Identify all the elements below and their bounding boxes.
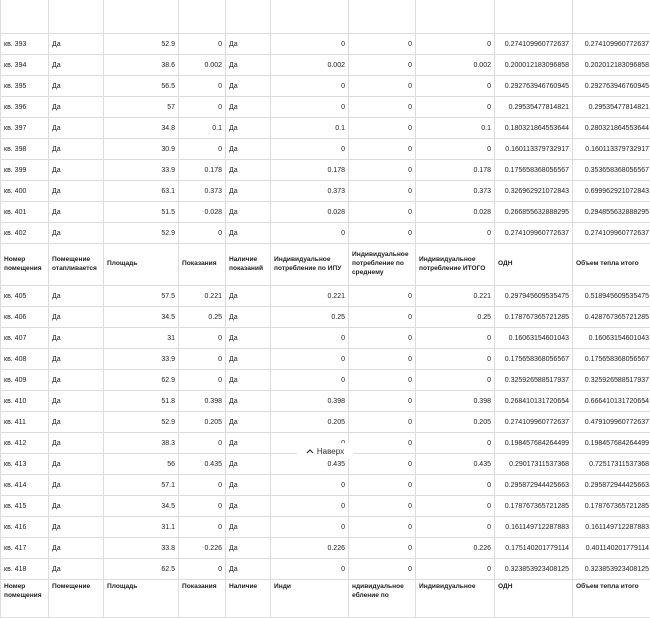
table-cell: Да — [226, 496, 271, 517]
table-cell: Да — [49, 412, 104, 433]
table-cell: 0 — [271, 139, 349, 160]
table-cell: 0 — [271, 349, 349, 370]
table-row — [1, 286, 650, 307]
table-cell: 63.1 — [104, 181, 179, 202]
table-cell: 0.292763946760945 — [495, 76, 573, 97]
table-row — [1, 328, 650, 349]
column-header: Объем тепла итого — [573, 244, 650, 286]
table-cell: 0.699962921072843 — [573, 181, 650, 202]
table-cell: Да — [49, 391, 104, 412]
table-cell: 0.002 — [179, 55, 226, 76]
table-cell: 57.5 — [104, 286, 179, 307]
table-cell: 0.221 — [271, 286, 349, 307]
table-cell: 0.1 — [416, 118, 495, 139]
table-row — [1, 496, 650, 517]
scroll-to-top-label: Наверх — [317, 447, 344, 456]
table-cell: 52.9 — [104, 223, 179, 244]
table-row — [1, 412, 650, 433]
table-cell: 0.25 — [179, 307, 226, 328]
table-cell: Да — [226, 370, 271, 391]
table-cell: 0 — [349, 181, 416, 202]
table-cell: Да — [226, 202, 271, 223]
table-cell: 0.72517311537368 — [573, 454, 650, 475]
table-cell: 0 — [349, 412, 416, 433]
table-row — [1, 223, 650, 244]
table-cell: Да — [226, 286, 271, 307]
table-cell: 0.175658368056567 — [573, 349, 650, 370]
table-cell: 31.1 — [104, 517, 179, 538]
table-cell: 0.178767365721285 — [495, 496, 573, 517]
table-cell: 0.175658368056567 — [495, 349, 573, 370]
table-cell: Да — [226, 223, 271, 244]
column-header: Объем тепла итого — [573, 580, 650, 618]
table-cell: 0 — [271, 370, 349, 391]
table-cell: 0.178 — [271, 160, 349, 181]
table-cell: 0.401140201779114 — [573, 538, 650, 559]
table-cell: 0 — [416, 97, 495, 118]
table-cell: 38.6 — [104, 55, 179, 76]
table-cell: Да — [49, 349, 104, 370]
table-cell: 0 — [271, 76, 349, 97]
table-row — [1, 475, 650, 496]
table-cell: Да — [49, 559, 104, 580]
column-header: Индивидуальное потребление по среднему — [349, 244, 416, 286]
table-row — [1, 559, 650, 580]
column-header: Наличие показаний — [226, 244, 271, 286]
table-row — [1, 370, 650, 391]
table-cell: 57.1 — [104, 475, 179, 496]
table-cell: 0.221 — [416, 286, 495, 307]
table-cell: 0.16063154601043 — [495, 328, 573, 349]
table-cell: 0.295872944425663 — [573, 475, 650, 496]
table-cell: кв. 411 — [1, 412, 49, 433]
table-cell: 0 — [349, 475, 416, 496]
table-cell: 34.8 — [104, 118, 179, 139]
table-cell: Да — [49, 160, 104, 181]
table-cell: кв. 408 — [1, 349, 49, 370]
table-cell: 0 — [416, 433, 495, 454]
table-cell: 0 — [349, 517, 416, 538]
table-cell: 0.202012183096858 — [573, 55, 650, 76]
table-row — [1, 139, 650, 160]
table-header-row-cropped — [1, 0, 650, 34]
table-cell: 0.295872944425663 — [495, 475, 573, 496]
table-cell: 0 — [271, 223, 349, 244]
table-cell: 0 — [349, 118, 416, 139]
table-cell: 51.8 — [104, 391, 179, 412]
table-cell: Да — [226, 433, 271, 454]
table-cell: 51.5 — [104, 202, 179, 223]
column-header: Показания — [179, 244, 226, 286]
table-cell: 0 — [349, 223, 416, 244]
table-cell: 0 — [349, 370, 416, 391]
table-cell: кв. 407 — [1, 328, 49, 349]
column-header: Индивидуальное потребление ИТОГО — [416, 244, 495, 286]
table-cell: 0 — [349, 496, 416, 517]
table-cell: Да — [49, 34, 104, 55]
table-cell: 0.268410131720654 — [495, 391, 573, 412]
table-cell: 0.178 — [416, 160, 495, 181]
table-cell: 0.435 — [416, 454, 495, 475]
column-header: ОДН — [495, 244, 573, 286]
table-cell: 38.3 — [104, 433, 179, 454]
table-cell: 0 — [179, 433, 226, 454]
table-cell: 0.325926588517937 — [495, 370, 573, 391]
table-cell: кв. 414 — [1, 475, 49, 496]
table-cell: 0.274109960772637 — [495, 223, 573, 244]
table-cell: кв. 418 — [1, 559, 49, 580]
table-cell: 56 — [104, 454, 179, 475]
table-cell: Да — [226, 97, 271, 118]
table-cell: 0.297945609535475 — [495, 286, 573, 307]
table-cell: 34.5 — [104, 496, 179, 517]
table-cell: кв. 398 — [1, 139, 49, 160]
table-cell: кв. 399 — [1, 160, 49, 181]
table-cell: 0.326962921072843 — [495, 181, 573, 202]
table-cell: Да — [226, 76, 271, 97]
table-cell: 0.29535477814821 — [573, 97, 650, 118]
table-cell: 0.29535477814821 — [495, 97, 573, 118]
table-cell: Да — [226, 307, 271, 328]
table-cell: 0 — [349, 34, 416, 55]
table-row — [1, 34, 650, 55]
table-cell: 0.198457684264499 — [573, 433, 650, 454]
table-cell: 0.274109960772637 — [495, 34, 573, 55]
table-cell: кв. 415 — [1, 496, 49, 517]
column-header: Индивидуальное потребление по ИПУ — [271, 244, 349, 286]
table-cell: 0.428767365721285 — [573, 307, 650, 328]
table-cell: 0.205 — [416, 412, 495, 433]
table-cell: Да — [226, 160, 271, 181]
table-cell: 0.398 — [271, 391, 349, 412]
column-header: Площадь — [104, 580, 179, 618]
table-cell: 0.266855632888295 — [495, 202, 573, 223]
column-header: Наличие — [226, 580, 271, 618]
table-cell: Да — [49, 139, 104, 160]
table-row — [1, 76, 650, 97]
table-cell: 0 — [416, 496, 495, 517]
table-row — [1, 517, 650, 538]
table-cell: 0 — [349, 433, 416, 454]
table-cell: 30.9 — [104, 139, 179, 160]
table-cell: 0 — [271, 559, 349, 580]
table-cell: 0 — [416, 559, 495, 580]
table-row — [1, 55, 650, 76]
table-row — [1, 349, 650, 370]
table-cell: кв. 413 — [1, 454, 49, 475]
table-cell: Да — [49, 370, 104, 391]
table-cell: 0.160113379732917 — [495, 139, 573, 160]
table-cell: 0 — [179, 349, 226, 370]
table-cell: Да — [226, 139, 271, 160]
table-cell: 62.9 — [104, 370, 179, 391]
table-cell: 0.028 — [179, 202, 226, 223]
table-cell: 33.8 — [104, 538, 179, 559]
table-cell: 0 — [179, 76, 226, 97]
table-cell: 0.398 — [416, 391, 495, 412]
table-cell: 0.1 — [179, 118, 226, 139]
table-cell: 0.002 — [271, 55, 349, 76]
table-cell: 0 — [416, 370, 495, 391]
table-cell: 0.294855632888295 — [573, 202, 650, 223]
table-cell: 0.274109960772637 — [573, 223, 650, 244]
table-cell: кв. 416 — [1, 517, 49, 538]
table-cell: Да — [226, 454, 271, 475]
table-cell: 0.028 — [416, 202, 495, 223]
table-cell: кв. 394 — [1, 55, 49, 76]
table-cell: Да — [49, 307, 104, 328]
table-cell: 0.002 — [416, 55, 495, 76]
table-cell: 0.373 — [271, 181, 349, 202]
table-cell: 52.9 — [104, 412, 179, 433]
table-cell: 0.323853923408125 — [495, 559, 573, 580]
table-cell: кв. 400 — [1, 181, 49, 202]
table-cell: кв. 405 — [1, 286, 49, 307]
table-cell: 0 — [416, 349, 495, 370]
table-cell: 0.205 — [271, 412, 349, 433]
table-cell: 0 — [349, 328, 416, 349]
table-cell: 34.5 — [104, 307, 179, 328]
table-cell: 0 — [349, 391, 416, 412]
table-cell: 0 — [179, 559, 226, 580]
table-cell: 0 — [179, 496, 226, 517]
table-cell: 0.226 — [416, 538, 495, 559]
table-cell: Да — [226, 559, 271, 580]
table-cell: 0 — [416, 76, 495, 97]
table-cell: 0 — [349, 76, 416, 97]
table-cell: Да — [226, 475, 271, 496]
table-cell: 0.161149712287883 — [573, 517, 650, 538]
table-cell: 0.666410131720654 — [573, 391, 650, 412]
table-cell: 0.435 — [271, 454, 349, 475]
table-cell: Да — [49, 97, 104, 118]
column-header: Площадь — [104, 244, 179, 286]
table-cell: Да — [226, 328, 271, 349]
table-cell: кв. 410 — [1, 391, 49, 412]
table-cell: кв. 402 — [1, 223, 49, 244]
table-cell: 0 — [349, 307, 416, 328]
table-cell: 33.9 — [104, 160, 179, 181]
table-cell: 0 — [179, 475, 226, 496]
column-header: Помещение отапливается — [49, 244, 104, 286]
table-cell: кв. 395 — [1, 76, 49, 97]
table-cell: Да — [226, 34, 271, 55]
table-row — [1, 538, 650, 559]
table-cell: Да — [226, 391, 271, 412]
table-cell: 0.178767365721285 — [573, 496, 650, 517]
table-cell: 0.280321864553644 — [573, 118, 650, 139]
table-cell: 0.226 — [179, 538, 226, 559]
table-cell: Да — [226, 55, 271, 76]
table-cell: 0.398 — [179, 391, 226, 412]
table-cell: 33.9 — [104, 349, 179, 370]
table-cell: 0 — [349, 286, 416, 307]
table-cell: 0.16063154601043 — [573, 328, 650, 349]
table-row — [1, 202, 650, 223]
table-cell: 0.205 — [179, 412, 226, 433]
table-cell: 0.25 — [416, 307, 495, 328]
table-cell: 0 — [349, 55, 416, 76]
column-header: Номер помещения — [1, 244, 49, 286]
table-cell: Да — [49, 286, 104, 307]
table-row — [1, 97, 650, 118]
column-header: Инди — [271, 580, 349, 618]
table-cell: 0 — [179, 223, 226, 244]
table-cell: Да — [49, 475, 104, 496]
table-cell: 0 — [349, 202, 416, 223]
table-cell: Да — [226, 517, 271, 538]
table-cell: Да — [49, 76, 104, 97]
scroll-to-top-button[interactable] — [297, 443, 353, 459]
table-cell: Да — [49, 496, 104, 517]
table-cell: Да — [49, 328, 104, 349]
table-cell: 56.5 — [104, 76, 179, 97]
table-cell: 0 — [179, 328, 226, 349]
table-cell: 0 — [416, 328, 495, 349]
table-cell: 0 — [179, 34, 226, 55]
table-cell: 0.325926588517937 — [573, 370, 650, 391]
table-cell: Да — [49, 538, 104, 559]
table-cell: Да — [49, 454, 104, 475]
table-cell: кв. 406 — [1, 307, 49, 328]
table-cell: 0 — [271, 475, 349, 496]
table-cell: 0 — [271, 328, 349, 349]
table-cell: 0 — [179, 370, 226, 391]
table-cell: 0.518945609535475 — [573, 286, 650, 307]
table-cell: 52.9 — [104, 34, 179, 55]
table-cell: кв. 401 — [1, 202, 49, 223]
table-cell: 62.5 — [104, 559, 179, 580]
table-row — [1, 181, 650, 202]
table-cell: 0.178767365721285 — [495, 307, 573, 328]
table-header-row — [1, 580, 650, 618]
table-cell: кв. 397 — [1, 118, 49, 139]
table-cell: 0.175658368056567 — [495, 160, 573, 181]
table-cell: Да — [49, 181, 104, 202]
column-header: ОДН — [495, 580, 573, 618]
table-cell: 0.292763946760945 — [573, 76, 650, 97]
table-cell: 0 — [349, 559, 416, 580]
table-cell: 0 — [179, 517, 226, 538]
table-cell: Да — [49, 517, 104, 538]
table-cell: 0.373 — [416, 181, 495, 202]
table-cell: 0 — [271, 34, 349, 55]
table-cell: 0 — [271, 517, 349, 538]
table-row — [1, 307, 650, 328]
table-cell: 0.028 — [271, 202, 349, 223]
table-cell: 0 — [416, 223, 495, 244]
table-cell: 0 — [271, 97, 349, 118]
table-cell: 0 — [416, 34, 495, 55]
table-cell: 0 — [416, 475, 495, 496]
table-row — [1, 118, 650, 139]
table-cell: 0 — [349, 454, 416, 475]
table-row — [1, 391, 650, 412]
table-cell: 0 — [416, 517, 495, 538]
table-cell: 0 — [271, 496, 349, 517]
table-cell: кв. 409 — [1, 370, 49, 391]
table-cell: кв. 393 — [1, 34, 49, 55]
table-cell: Да — [49, 55, 104, 76]
chevron-up-icon — [306, 448, 314, 454]
table-cell: 0 — [349, 538, 416, 559]
table-cell: 31 — [104, 328, 179, 349]
table-cell: 0.178 — [179, 160, 226, 181]
table-cell: 0.274109960772637 — [573, 34, 650, 55]
table-cell: 0 — [349, 97, 416, 118]
table-cell: кв. 412 — [1, 433, 49, 454]
table-cell: 0 — [416, 139, 495, 160]
table-cell: 0 — [179, 139, 226, 160]
table-cell: 57 — [104, 97, 179, 118]
table-cell: Да — [226, 412, 271, 433]
table-cell: 0.435 — [179, 454, 226, 475]
column-header: Номер помещения — [1, 580, 49, 618]
table-cell: 0.221 — [179, 286, 226, 307]
table-cell: Да — [226, 538, 271, 559]
table-cell: 0.323853923408125 — [573, 559, 650, 580]
column-header: Помещение — [49, 580, 104, 618]
table-cell: 0.479109960772637 — [573, 412, 650, 433]
table-cell: 0.29017311537368 — [495, 454, 573, 475]
table-cell: 0 — [349, 139, 416, 160]
table-cell: Да — [49, 118, 104, 139]
table-cell: 0 — [179, 97, 226, 118]
column-header: ндивидуальное ебление по — [349, 580, 416, 618]
table-cell: 0.161149712287883 — [495, 517, 573, 538]
table-cell: 0.25 — [271, 307, 349, 328]
table-header-row — [1, 244, 650, 286]
table-cell: 0.198457684264499 — [495, 433, 573, 454]
column-header: Индивидуальное — [416, 580, 495, 618]
table-cell: 0.274109960772637 — [495, 412, 573, 433]
table-cell: 0.160113379732917 — [573, 139, 650, 160]
table-cell: кв. 417 — [1, 538, 49, 559]
table-cell: Да — [226, 118, 271, 139]
table-cell: 0.1 — [271, 118, 349, 139]
column-header: Показания — [179, 580, 226, 618]
table-cell: 0 — [349, 160, 416, 181]
table-cell: 0.175140201779114 — [495, 538, 573, 559]
table-cell: 0.180321864553644 — [495, 118, 573, 139]
table-cell: 0.373 — [179, 181, 226, 202]
table-cell: кв. 396 — [1, 97, 49, 118]
table-cell: Да — [226, 349, 271, 370]
table-cell: Да — [226, 181, 271, 202]
table-row — [1, 160, 650, 181]
table-cell: 0.353658368056567 — [573, 160, 650, 181]
table-cell: 0.200012183096858 — [495, 55, 573, 76]
table-cell: Да — [49, 223, 104, 244]
table-cell: Да — [49, 433, 104, 454]
table-cell: 0.226 — [271, 538, 349, 559]
table-cell: 0 — [349, 349, 416, 370]
table-cell: Да — [49, 202, 104, 223]
